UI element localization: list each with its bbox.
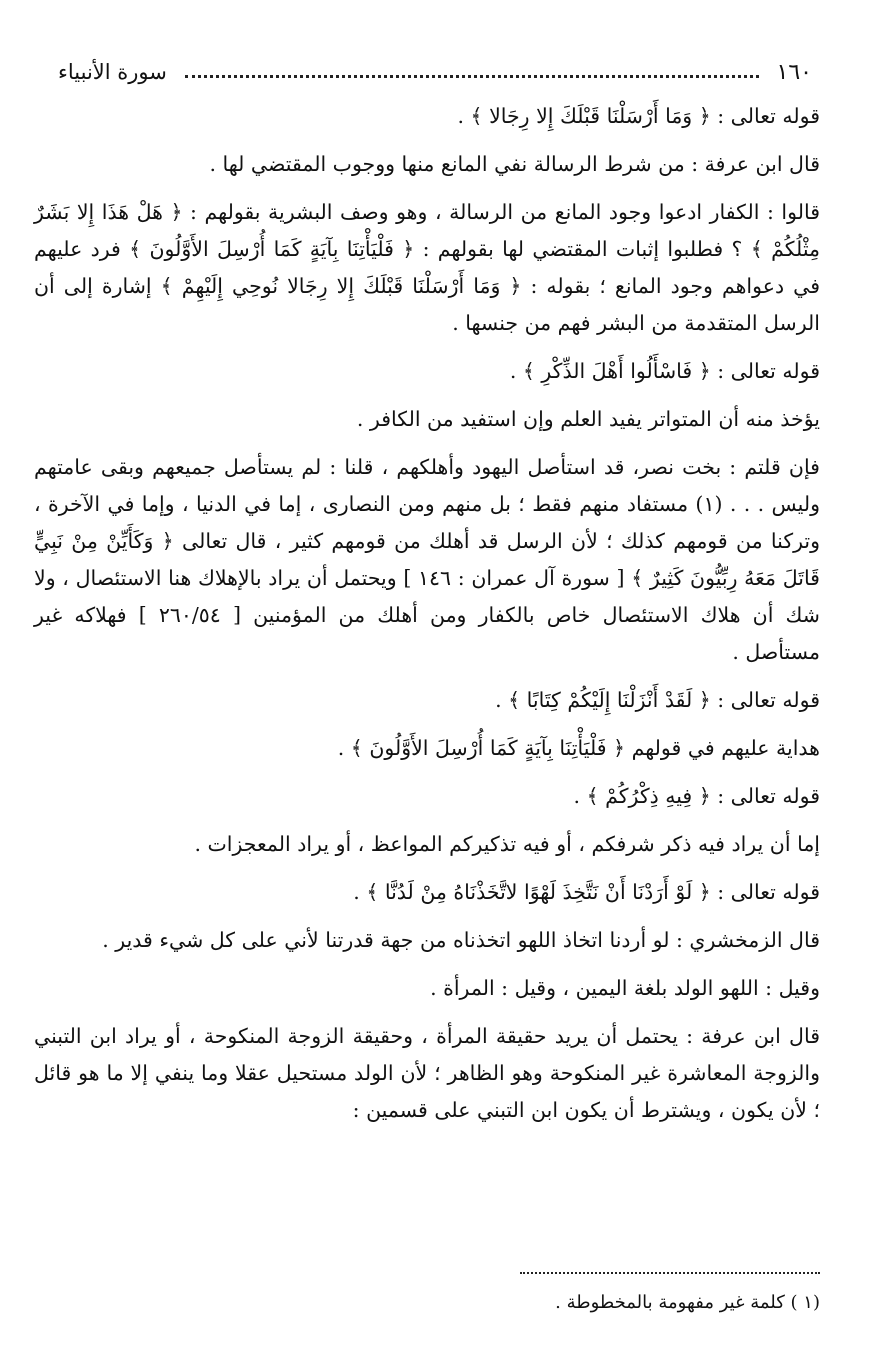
paragraph-13: وقيل : اللهو الولد بلغة اليمين ، وقيل : المرأة . bbox=[430, 976, 820, 1000]
footnote: (١ ) كلمة غير مفهومة بالمخطوطة . bbox=[555, 1292, 820, 1313]
paragraph-12: قال الزمخشري : لو أردنا اتخاذ اللهو اتخذناه من جهة قدرتنا لأني على كل شيء قدير . bbox=[102, 928, 820, 952]
paragraph-10: إما أن يراد فيه ذكر شرفكم ، أو فيه تذكيركم المواعظ ، أو يراد المعجزات . bbox=[194, 832, 820, 856]
paragraph-9: قوله تعالى : ﴿ فِيهِ ذِكْرُكُمْ ﴾ . bbox=[573, 784, 820, 808]
paragraph-6: فإن قلتم : بخت نصر، قد استأصل اليهود وأهلكهم ، قلنا : لم يستأصل جميعهم وبقى عامتهم وليس . . . (١) مستفاد منهم فقط ؛ بل منهم ومن النصارى ، إما في الدنيا ، وإما في الآخرة ، وتركنا من قومهم كذلك ؛ لأن الرسل قد أهلك من قومهم كثير ، قال تعالى ﴿ وَكَأَيِّنْ مِنْ نَبِيٍّ قَاتَلَ مَعَهُ رِبِّيُّونَ كَثِيرٌ ﴾ [ سورة آل عمران : ١٤٦ ] ويحتمل أن يراد بالإهلاك هنا الاستئصال ، ولا شك أن هلاك الاستئصال خاص بالكفار ومن أهلك من المؤمنين [ ٢٦٠/٥٤ ] فهلاكه غير مستأصل . bbox=[34, 455, 820, 664]
paragraph-3: قالوا : الكفار ادعوا وجود المانع من الرسالة ، وهو وصف البشرية بقولهم : ﴿ هَلْ هَذَا إِلا بَشَرٌ مِثْلُكُمْ ﴾ ؟ فطلبوا إثبات المقتضي لها بقولهم : ﴿ فَلْيَأْتِنَا بِآيَةٍ كَمَا أُرْسِلَ الأَوَّلُونَ ﴾ فرد عليهم في دعواهم وجود المانع ؛ بقوله : ﴿ وَمَا أَرْسَلْنَا قَبْلَكَ إِلا رِجَالا نُوحِي إِلَيْهِمْ ﴾ إشارة إلى أن الرسل المتقدمة من البشر فهم من جنسها . bbox=[34, 200, 820, 335]
surah-title: سورة الأنبياء bbox=[58, 60, 167, 84]
page-body bbox=[34, 98, 820, 1129]
page-number: ١٦٠ bbox=[776, 59, 812, 85]
paragraph-11: قوله تعالى : ﴿ لَوْ أَرَدْنَا أَنْ نَتَّخِذَ لَهْوًا لاتَّخَذْنَاهُ مِنْ لَدُنَّا ﴾ . bbox=[353, 880, 820, 904]
footnote-separator bbox=[520, 1272, 820, 1274]
book-page bbox=[34, 52, 820, 1352]
paragraph-5: يؤخذ منه أن المتواتر يفيد العلم وإن استفيد من الكافر . bbox=[356, 407, 820, 431]
paragraph-7: قوله تعالى : ﴿ لَقَدْ أَنْزَلْنَا إِلَيْكُمْ كِتَابًا ﴾ . bbox=[495, 688, 820, 712]
header-dotted-rule bbox=[185, 75, 759, 78]
paragraph-2: قال ابن عرفة : من شرط الرسالة نفي المانع منها ووجوب المقتضي لها . bbox=[209, 152, 820, 176]
paragraph-1: قوله تعالى : ﴿ وَمَا أَرْسَلْنَا قَبْلَكَ إِلا رِجَالا ﴾ . bbox=[457, 104, 820, 128]
paragraph-4: قوله تعالى : ﴿ فَاسْأَلُوا أَهْلَ الذِّكْرِ ﴾ . bbox=[509, 359, 820, 383]
page-header bbox=[34, 52, 820, 92]
paragraph-8: هداية عليهم في قولهم ﴿ فَلْيَأْتِنَا بِآيَةٍ كَمَا أُرْسِلَ الأَوَّلُونَ ﴾ . bbox=[337, 736, 820, 760]
paragraph-14: قال ابن عرفة : يحتمل أن يريد حقيقة المرأة ، وحقيقة الزوجة المنكوحة ، أو يراد ابن التبني والزوجة المعاشرة غير المنكوحة وهو الظاهر ؛ لأن الولد مستحيل عقلا وما ينفي إلا ما هو قائل ؛ لأن يكون ، ويشترط أن يكون ابن التبني على قسمين : bbox=[34, 1024, 820, 1122]
